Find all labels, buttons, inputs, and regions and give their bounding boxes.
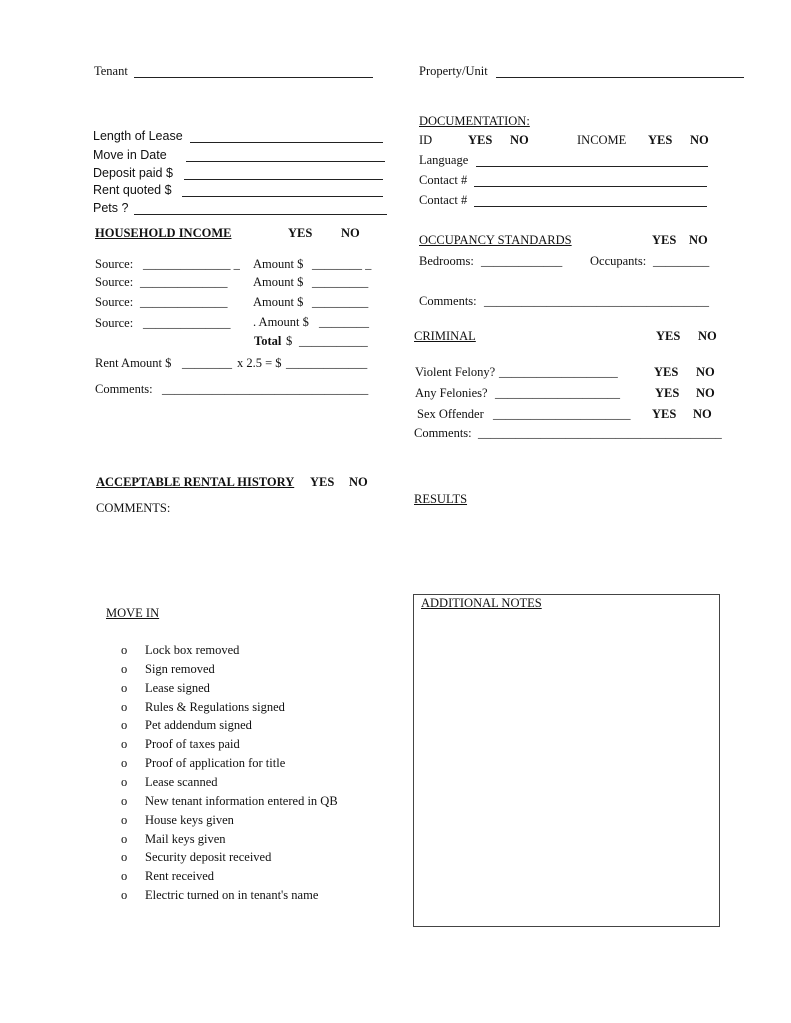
doc-income-no-option[interactable]: NO [690,133,709,147]
additional-notes-heading: ADDITIONAL NOTES [421,596,542,610]
rental-history-heading: ACCEPTABLE RENTAL HISTORY [96,475,295,489]
rent-result-field[interactable]: _____________ [286,356,368,370]
any-felonies-no-option[interactable]: NO [696,386,715,400]
pets-label: Pets ? [93,201,129,215]
deposit-paid-field[interactable] [184,179,383,180]
amount-label-4: . Amount $ [253,315,309,329]
move-in-item[interactable] [121,643,239,658]
move-in-item[interactable] [121,718,252,733]
source-field-2[interactable]: ______________ [140,275,228,289]
doc-income-label: INCOME [577,133,627,147]
checkbox-bullet-icon[interactable]: o [121,737,128,752]
language-label: Language [419,153,469,167]
income-no-option[interactable]: NO [341,226,360,240]
household-income-heading: HOUSEHOLD INCOME [95,226,232,240]
sex-offender-no-option[interactable]: NO [693,407,712,421]
any-felonies-yes-option[interactable]: YES [655,386,680,400]
amount-field-2[interactable]: _________ [312,275,369,289]
total-field[interactable]: ___________ [299,334,368,348]
move-in-item[interactable] [121,888,318,903]
checkbox-bullet-icon[interactable]: o [121,756,128,771]
occupancy-comments-label: Comments: [419,294,477,308]
property-field[interactable] [496,77,744,78]
rental-history-no-option[interactable]: NO [349,475,368,489]
rental-history-comments-label: COMMENTS: [96,501,171,515]
bedrooms-label: Bedrooms: [419,254,474,268]
results-heading: RESULTS [414,492,468,506]
any-felonies-label: Any Felonies? [415,386,488,400]
checkbox-bullet-icon[interactable]: o [121,888,128,902]
checkbox-bullet-icon[interactable]: o [121,775,128,789]
move-in-item-label: Rent received [145,869,215,884]
property-label: Property/Unit [419,64,488,78]
rental-history-yes-option[interactable]: YES [310,475,335,489]
violent-felony-no-option[interactable]: NO [696,365,715,379]
amount-label-2: Amount $ [253,275,304,289]
move-in-item[interactable] [121,850,271,865]
income-yes-option[interactable]: YES [288,226,313,240]
tenant-label: Tenant [94,64,128,78]
occupants-field[interactable]: _________ [653,254,710,268]
move-in-item[interactable] [121,869,214,884]
source-label-2: Source: [95,275,134,289]
rent-quoted-field[interactable] [182,196,383,197]
violent-felony-field[interactable]: ___________________ [499,365,618,379]
move-in-item[interactable] [121,775,218,790]
move-in-item-label: Electric turned on in tenant's name [145,888,319,902]
total-label: Total [254,334,282,348]
move-in-item-label: Sign removed [145,661,215,676]
checkbox-bullet-icon[interactable]: o [121,831,128,846]
move-in-item[interactable] [121,662,215,677]
violent-felony-label: Violent Felony? [415,365,496,379]
move-in-item-label: Lease signed [145,680,210,695]
move-in-item[interactable] [121,756,285,771]
language-field[interactable] [476,166,708,167]
criminal-heading: CRIMINAL [414,329,476,343]
move-in-item[interactable] [121,832,226,847]
move-in-item-label: Mail keys given [145,831,226,846]
move-in-item-label: Rules & Regulations signed [145,699,285,714]
move-in-item-label: House keys given [145,812,234,827]
source-field-1[interactable]: ______________ _ [143,257,240,271]
amount-field-1[interactable]: ________ _ [312,257,372,271]
any-felonies-field[interactable]: ____________________ [495,386,620,400]
pets-field[interactable] [134,214,387,215]
occupancy-heading: OCCUPANCY STANDARDS [419,233,572,247]
rent-amount-label: Rent Amount $ [95,356,172,370]
income-comments-field[interactable]: _________________________________ [162,382,369,396]
total-dollar: $ [286,334,293,348]
deposit-paid-label: Deposit paid $ [93,166,173,180]
documentation-heading: DOCUMENTATION: [419,114,530,128]
move-in-date-field[interactable] [186,161,385,162]
rent-multiplier: x 2.5 = $ [237,356,282,370]
sex-offender-field[interactable]: ______________________ [493,407,631,421]
amount-label-3: Amount $ [253,295,304,309]
move-in-item[interactable] [121,794,338,809]
move-in-item-label: New tenant information entered in QB [145,793,338,808]
checkbox-bullet-icon[interactable]: o [121,699,128,714]
doc-id-yes-option[interactable]: YES [468,133,493,147]
checkbox-bullet-icon[interactable]: o [121,812,128,827]
checkbox-bullet-icon[interactable]: o [121,718,128,733]
bedrooms-field[interactable]: _____________ [481,254,563,268]
checkbox-bullet-icon[interactable]: o [121,869,128,884]
checkbox-bullet-icon[interactable]: o [121,680,128,695]
move-in-item-label: Lease scanned [145,775,218,789]
move-in-item[interactable] [121,737,240,752]
doc-id-no-option[interactable]: NO [510,133,529,147]
criminal-comments-label: Comments: [414,426,472,440]
move-in-item-label: Lock box removed [145,643,240,657]
move-in-item[interactable] [121,700,285,715]
amount-field-3[interactable]: _________ [312,295,369,309]
contact-label-2: Contact # [419,193,468,207]
move-in-item[interactable] [121,681,210,696]
contact-label-1: Contact # [419,173,468,187]
length-of-lease-label: Length of Lease [93,129,183,143]
amount-field-4[interactable]: ________ [319,315,369,329]
checkbox-bullet-icon[interactable]: o [121,643,128,657]
occupancy-no-option[interactable]: NO [689,233,708,247]
amount-label-1: Amount $ [253,257,304,271]
rent-quoted-label: Rent quoted $ [93,183,172,197]
criminal-comments-field[interactable]: _______________________________________ [478,426,722,440]
income-comments-label: Comments: [95,382,153,396]
move-in-item[interactable] [121,813,234,828]
sex-offender-label: Sex Offender [417,407,484,421]
occupancy-yes-option[interactable]: YES [652,233,677,247]
source-label-3: Source: [95,295,134,309]
doc-income-yes-option[interactable]: YES [648,133,673,147]
checkbox-bullet-icon[interactable]: o [121,793,128,808]
sex-offender-yes-option[interactable]: YES [652,407,677,421]
contact-field-2[interactable] [474,206,707,207]
move-in-item-label: Security deposit received [145,850,272,865]
violent-felony-yes-option[interactable]: YES [654,365,679,379]
length-of-lease-field[interactable] [190,142,383,143]
move-in-heading: MOVE IN [106,606,160,620]
source-label-4: Source: [95,316,134,330]
doc-id-label: ID [419,133,433,147]
move-in-item-label: Proof of taxes paid [145,737,240,752]
move-in-item-label: Pet addendum signed [145,718,252,733]
checkbox-bullet-icon[interactable]: o [121,850,128,865]
tenant-field[interactable] [134,77,373,78]
source-field-3[interactable]: ______________ [140,295,228,309]
rent-amount-field[interactable]: ________ [182,356,232,370]
source-label-1: Source: [95,257,134,271]
additional-notes-box[interactable] [413,594,720,927]
contact-field-1[interactable] [474,186,707,187]
move-in-item-label: Proof of application for title [145,756,286,771]
move-in-date-label: Move in Date [93,148,167,162]
criminal-yes-option[interactable]: YES [656,329,681,343]
occupancy-comments-field[interactable]: ____________________________________ [484,294,709,308]
checkbox-bullet-icon[interactable]: o [121,661,128,676]
criminal-no-option[interactable]: NO [698,329,717,343]
source-field-4[interactable]: ______________ [143,316,231,330]
occupants-label: Occupants: [590,254,647,268]
